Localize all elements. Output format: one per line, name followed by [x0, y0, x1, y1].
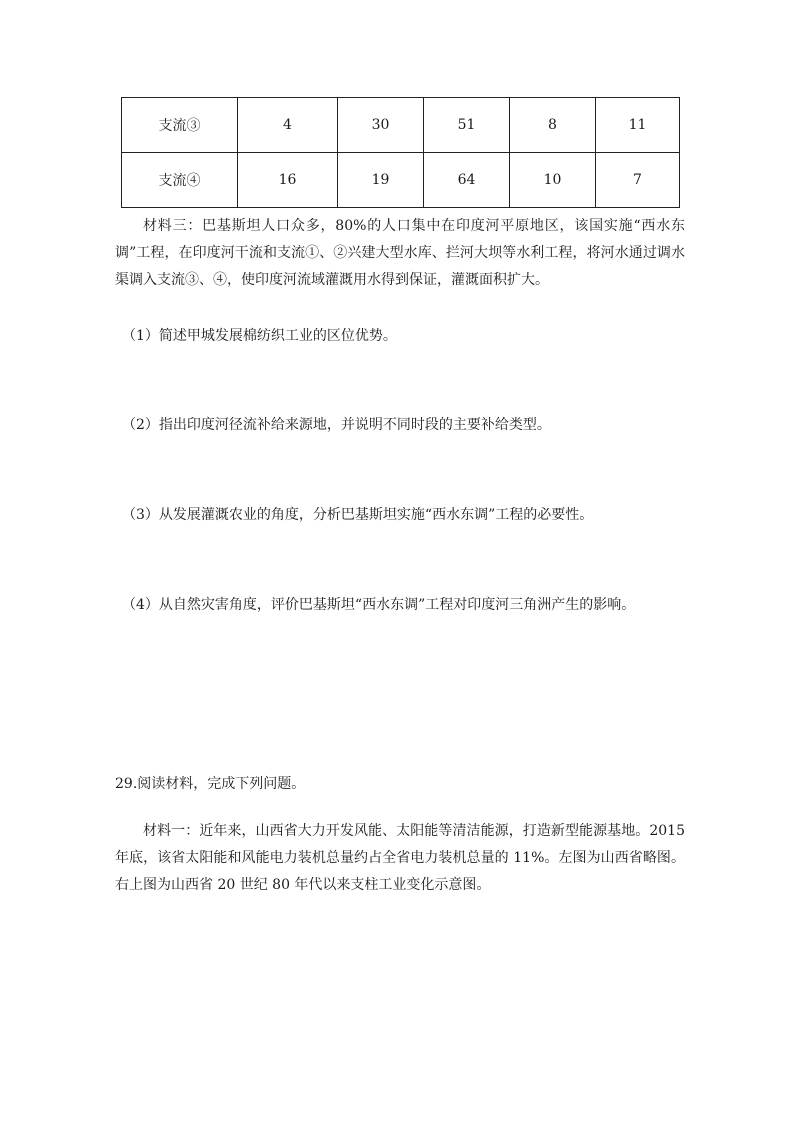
table-row — [122, 98, 680, 153]
material-1-paragraph: 材料一：近年来，山西省大力开发风能、太阳能等清洁能源，打造新型能源基地。2015 年底，该省太阳能和风能电力装机总量约占全省电力装机总量的 11%。左图为山西省略图。右上图为山西省 20 世纪 80 年代以来支柱工业变化示意图。 — [115, 823, 685, 893]
table-row — [122, 153, 680, 208]
material-3-paragraph: 材料三：巴基斯坦人口众多，80%的人口集中在印度河平原地区，该国实施“西水东调”工程，在印度河干流和支流①、②兴建大型水库、拦河大坝等水利工程，将河水通过调水渠调入支流③、④，使印度河流域灌溉用水得到保证，灌溉面积扩大。 — [115, 218, 685, 288]
runoff-table — [121, 97, 680, 208]
table-cell: 51 — [424, 98, 510, 153]
question-1: （1）简述甲城发展棉纺织工业的区位优势。 — [122, 328, 397, 344]
table-cell: 19 — [338, 153, 424, 208]
row-label: 支流③ — [122, 98, 238, 153]
table-cell: 30 — [338, 98, 424, 153]
question-29-heading: 29.阅读材料，完成下列问题。 — [115, 776, 306, 792]
row-label: 支流④ — [122, 153, 238, 208]
question-2: （2）指出印度河径流补给来源地，并说明不同时段的主要补给类型。 — [122, 417, 551, 433]
question-3: （3）从发展灌溉农业的角度，分析巴基斯坦实施“西水东调”工程的必要性。 — [122, 507, 594, 523]
question-4: （4）从自然灾害角度，评价巴基斯坦“西水东调”工程对印度河三角洲产生的影响。 — [122, 597, 636, 613]
table-cell: 11 — [596, 98, 680, 153]
table-cell: 7 — [596, 153, 680, 208]
table-cell: 16 — [238, 153, 338, 208]
table-cell: 4 — [238, 98, 338, 153]
table-cell: 64 — [424, 153, 510, 208]
table-cell: 8 — [510, 98, 596, 153]
table-cell: 10 — [510, 153, 596, 208]
